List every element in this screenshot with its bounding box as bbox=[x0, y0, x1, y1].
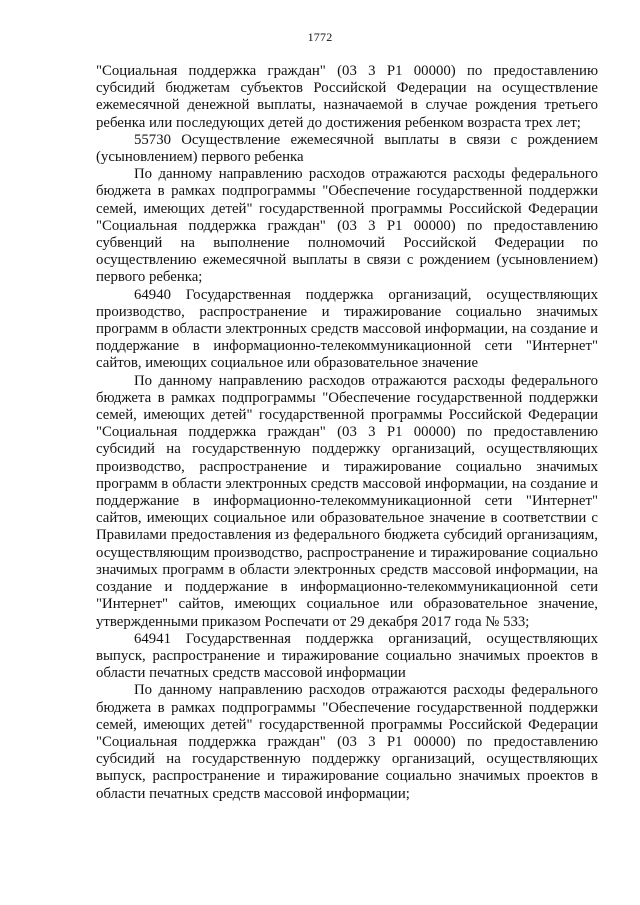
paragraph-description-64940: По данному направлению расходов отражаются расходы федерального бюджета в рамках подпрограммы "Обеспечение государственной поддержки семей, имеющих детей" государственной программы Российской Федерации "Социальная поддержка граждан" (03 3 Р1 00000) по предоставлению субсидий на государственную поддержку организаций, осуществляющих производство, распространение и тиражирование социально значимых программ в области электронных средств массовой информации, на создание и поддержание в информационно-телекоммуникационной сети "Интернет" сайтов, имеющих социальное или образовательное значение в соответствии с Правилами предоставления из федерального бюджета субсидий организациям, осуществляющим производство, распространение и тиражирование социально значимых программ в области электронных средств массовой информации, на создание и поддержание в информационно-телекоммуникационной сети "Интернет" сайтов, имеющих социальное или образовательное значение, утвержденными приказом Роспечати от 29 декабря 2017 года № 533; bbox=[96, 372, 598, 630]
page-number: 1772 bbox=[307, 30, 333, 44]
paragraph-description-64941: По данному направлению расходов отражаются расходы федерального бюджета в рамках подпрограммы "Обеспечение государственной поддержки семей, имеющих детей" государственной программы Российской Федерации "Социальная поддержка граждан" (03 3 Р1 00000) по предоставлению субсидий на государственную поддержку организаций, осуществляющих выпуск, распространение и тиражирование социально значимых проектов в области печатных средств массовой информации; bbox=[96, 682, 598, 802]
document-body bbox=[96, 63, 598, 803]
paragraph-code-64941: 64941 Государственная поддержка организаций, осуществляющих выпуск, распространение и тиражирование социально значимых проектов в области печатных средств массовой информации bbox=[96, 630, 598, 682]
paragraph-description-55730: По данному направлению расходов отражаются расходы федерального бюджета в рамках подпрограммы "Обеспечение государственной поддержки семей, имеющих детей" государственной программы Российской Федерации "Социальная поддержка граждан" (03 3 Р1 00000) по предоставлению субвенций на выполнение полномочий Российской Федерации по осуществлению ежемесячной выплаты в связи с рождением (усыновлением) первого ребенка; bbox=[96, 166, 598, 286]
paragraph-code-64940: 64940 Государственная поддержка организаций, осуществляющих производство, распространение и тиражирование социально значимых программ в области электронных средств массовой информации, на создание и поддержание в информационно-телекоммуникационной сети "Интернет" сайтов, имеющих социальное или образовательное значение bbox=[96, 286, 598, 372]
paragraph-code-55730: 55730 Осуществление ежемесячной выплаты в связи с рождением (усыновлением) первого ребенка bbox=[96, 131, 598, 166]
paragraph-continuation: "Социальная поддержка граждан" (03 3 Р1 00000) по предоставлению субсидий бюджетам субъектов Российской Федерации на осуществление ежемесячной денежной выплаты, назначаемой в случае рождения третьего ребенка или последующих детей до достижения ребенком возраста трех лет; bbox=[96, 63, 598, 131]
